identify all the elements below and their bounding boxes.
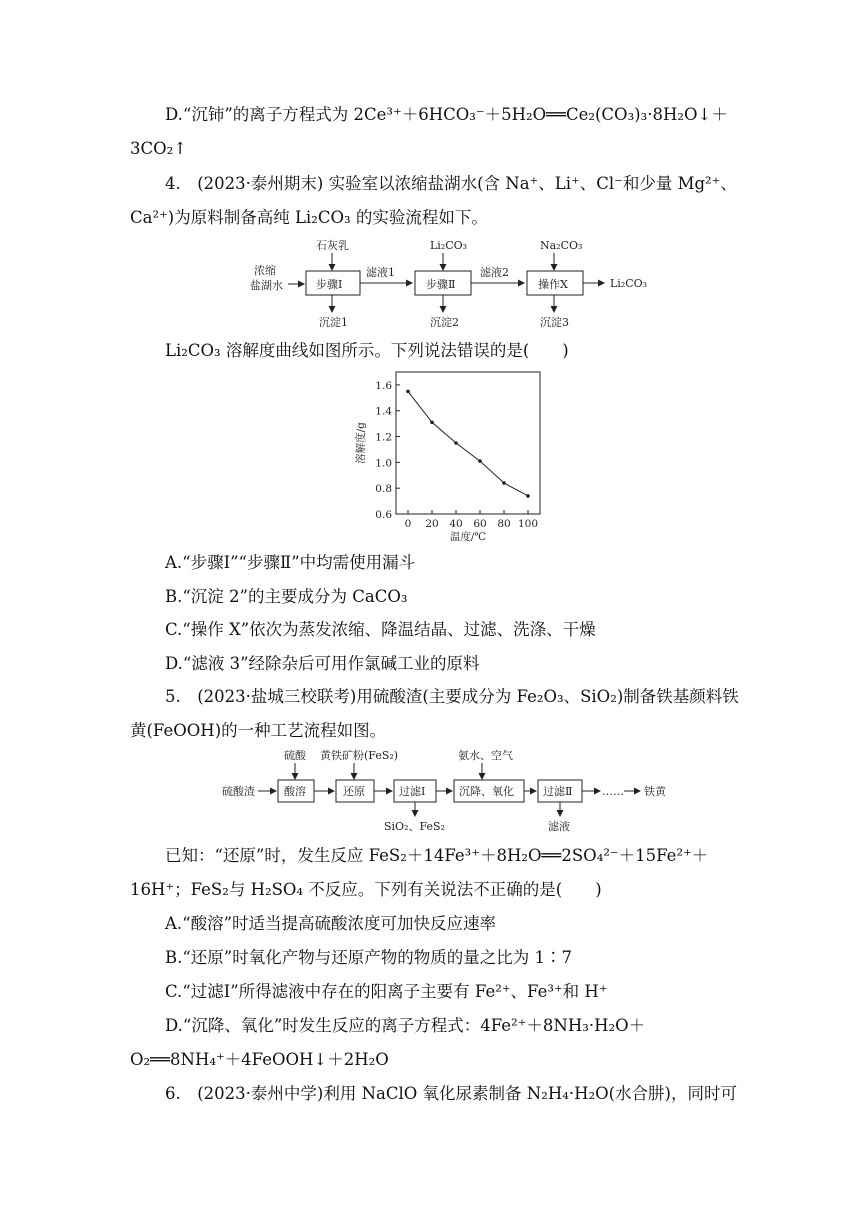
plot-frame bbox=[396, 372, 540, 514]
text-line-13: 16H⁺；FeS₂与 H₂SO₄ 不反应。下列有关说法不正确的是( ) bbox=[130, 880, 602, 899]
flow2-step-3: 过滤Ⅰ bbox=[399, 785, 426, 798]
y-tick-label: 1.0 bbox=[375, 457, 392, 470]
text-line-1: D.“沉铈”的离子方程式为 2Ce³⁺＋6HCO₃⁻＋5H₂O══Ce₂(CO₃)₃·8H₂O↓＋ bbox=[165, 105, 728, 124]
iron-yellow-flow-diagram bbox=[222, 746, 682, 834]
option-5c: C.“过滤Ⅰ”所得滤液中存在的阳离子主要有 Fe²⁺、Fe³⁺和 H⁺ bbox=[165, 982, 608, 1001]
option-4c: C.“操作 X”依次为蒸发浓缩、降温结晶、过滤、洗涤、干燥 bbox=[165, 620, 596, 639]
flow2-step-1: 酸溶 bbox=[284, 785, 306, 798]
option-5b: B.“还原”时氧化产物与还原产物的物质的量之比为 1∶7 bbox=[165, 948, 572, 967]
flow2-solid: SiO₂、FeS₂ bbox=[384, 820, 445, 833]
flow2-step-2: 还原 bbox=[343, 785, 365, 798]
y-tick-label: 1.2 bbox=[375, 431, 392, 444]
flow1-reagent-3: Na₂CO₃ bbox=[540, 239, 583, 252]
option-5a: A.“酸溶”时适当提高硫酸浓度可加快反应速率 bbox=[165, 914, 497, 933]
x-tick-label: 60 bbox=[473, 518, 487, 530]
x-tick-label: 40 bbox=[449, 518, 463, 530]
data-point bbox=[478, 459, 482, 463]
flow1-reagent-2: Li₂CO₃ bbox=[430, 239, 468, 252]
x-tick-label: 100 bbox=[517, 518, 539, 530]
data-point bbox=[502, 481, 506, 485]
y-tick-label: 0.6 bbox=[375, 509, 392, 521]
flow1-filtrate-2: 滤液2 bbox=[480, 266, 509, 279]
text-line-2: 3CO₂↑ bbox=[130, 139, 188, 158]
flow2-reagent-1: 硫酸 bbox=[284, 749, 306, 762]
flow1-input-line2: 盐湖水 bbox=[250, 279, 283, 292]
data-point bbox=[430, 421, 434, 425]
data-point bbox=[406, 390, 410, 394]
x-tick-label: 80 bbox=[497, 518, 511, 530]
y-axis-label: 溶解度/g bbox=[355, 422, 367, 464]
solubility-curve bbox=[408, 391, 528, 496]
flow2-product: 铁黄 bbox=[644, 785, 666, 798]
x-tick-label: 0 bbox=[404, 518, 412, 530]
flow2-filtrate: 滤液 bbox=[548, 820, 570, 833]
flow2-reagent-3: 氨水、空气 bbox=[458, 749, 513, 762]
text-line-4: Ca²⁺)为原料制备高纯 Li₂CO₃ 的实验流程如下。 bbox=[130, 208, 488, 227]
y-tick-label: 1.4 bbox=[375, 405, 392, 418]
flow1-filtrate-1: 滤液1 bbox=[366, 266, 395, 279]
text-line-5: Li₂CO₃ 溶解度曲线如图所示。下列说法错误的是( ) bbox=[165, 341, 569, 360]
flow2-input: 硫酸渣 bbox=[222, 785, 255, 798]
flow2-step-4: 沉降、氧化 bbox=[459, 785, 514, 798]
question-4-stem: 4. (2023·泰州期末) 实验室以浓缩盐湖水(含 Na⁺、Li⁺、Cl⁻和少量 Mg²⁺、 bbox=[165, 174, 737, 193]
question-6-stem: 6. (2023·泰州中学)利用 NaClO 氧化尿素制备 N₂H₄·H₂O(水合肼)，同时可 bbox=[165, 1084, 737, 1103]
y-tick-label: 0.8 bbox=[375, 483, 392, 496]
flow1-step-2: 步骤Ⅱ bbox=[426, 278, 456, 291]
flow2-reagent-2: 黄铁矿粉(FeS₂) bbox=[320, 749, 399, 762]
lithium-flow-diagram bbox=[240, 236, 660, 331]
flow1-step-3: 操作X bbox=[538, 278, 568, 291]
flow2-dots: …… bbox=[602, 785, 624, 798]
text-line-18: O₂══8NH₄⁺＋4FeOOH↓＋2H₂O bbox=[130, 1050, 389, 1069]
flow1-step-1: 步骤Ⅰ bbox=[316, 278, 343, 291]
flow1-precipitate-3: 沉淀3 bbox=[540, 316, 569, 329]
solubility-chart bbox=[350, 368, 550, 542]
option-4b: B.“沉淀 2”的主要成分为 CaCO₃ bbox=[165, 587, 408, 606]
data-point bbox=[454, 441, 458, 445]
option-4a: A.“步骤Ⅰ”“步骤Ⅱ”中均需使用漏斗 bbox=[165, 553, 416, 572]
flow1-reagent-1: 石灰乳 bbox=[316, 239, 349, 252]
question-5-stem: 5. (2023·盐城三校联考)用硫酸渣(主要成分为 Fe₂O₃、SiO₂)制备铁基颜料铁 bbox=[165, 687, 739, 706]
flow1-product: Li₂CO₃ bbox=[610, 277, 648, 290]
y-tick-label: 1.6 bbox=[375, 379, 392, 392]
flow1-precipitate-1: 沉淀1 bbox=[319, 316, 348, 329]
text-line-11: 黄(FeOOH)的一种工艺流程如图。 bbox=[130, 721, 387, 740]
text-line-12: 已知：“还原”时，发生反应 FeS₂＋14Fe³⁺＋8H₂O══2SO₄²⁻＋15Fe²⁺＋ bbox=[165, 846, 709, 865]
data-point bbox=[526, 494, 530, 498]
x-tick-label: 20 bbox=[425, 518, 439, 530]
option-5d: D.“沉降、氧化”时发生反应的离子方程式：4Fe²⁺＋8NH₃·H₂O＋ bbox=[165, 1016, 646, 1035]
flow1-input-line1: 浓缩 bbox=[254, 264, 276, 277]
option-4d: D.“滤液 3”经除杂后可用作氯碱工业的原料 bbox=[165, 654, 480, 673]
x-axis-label: 温度/℃ bbox=[449, 531, 487, 542]
flow1-precipitate-2: 沉淀2 bbox=[430, 316, 459, 329]
flow2-step-5: 过滤Ⅱ bbox=[543, 785, 573, 798]
